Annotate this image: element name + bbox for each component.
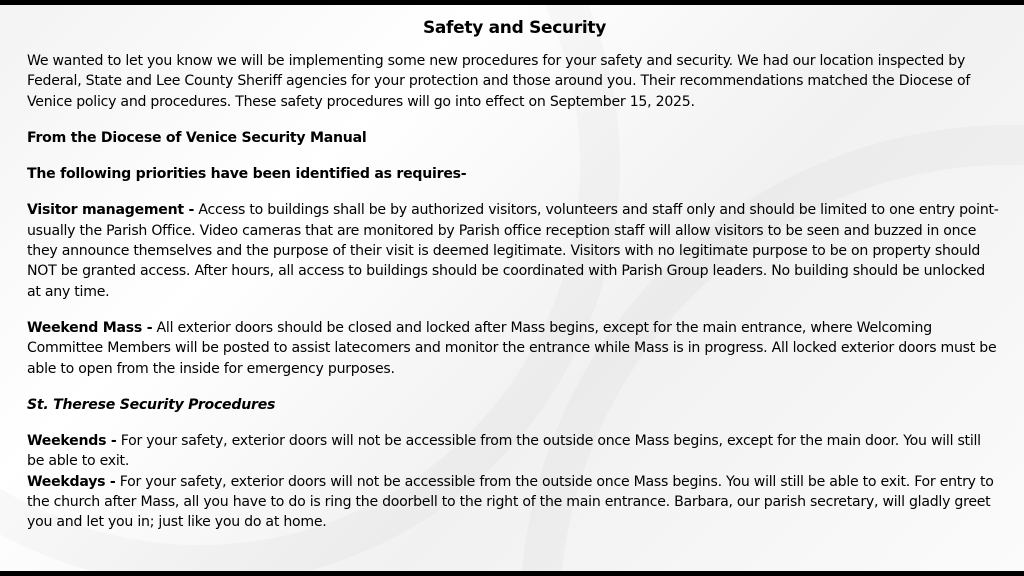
slide-page	[0, 5, 1024, 571]
weekdays-paragraph	[27, 472, 1002, 533]
intro-paragraph: We wanted to let you know we will be implementing some new procedures for your safety and security. We had our location inspected by Federal, State and Lee County Sheriff agencies for your protection and those around you. Their recommendations matched the Diocese of Venice policy and procedures. These safety procedures will go into effect on September 15, 2025.	[27, 53, 971, 110]
weekend-mass-label: Weekend Mass -	[27, 319, 153, 336]
page-title: Safety and Security	[422, 18, 607, 38]
document-body	[27, 5, 1002, 533]
weekends-paragraph	[27, 431, 1002, 472]
visitor-management-label: Visitor management -	[27, 202, 195, 219]
priorities-heading: The following priorities have been identified as requires-	[27, 166, 467, 183]
weekends-label: Weekends -	[27, 433, 117, 450]
weekend-mass-text: All exterior doors should be closed and locked after Mass begins, except for the main entrance, where Welcoming Committee Members will be posted to assist latecomers and monitor the entrance while Mass is in progress. All locked exterior doors must be able to open from the inside for emergency purposes.	[27, 319, 997, 377]
weekdays-label: Weekdays -	[27, 473, 116, 490]
weekdays-text: For your safety, exterior doors will not be accessible from the outside once Mass begins. You will still be able to exit. For entry to the church after Mass, all you have to do is ring the doorbell to the right of the main entrance. Barbara, our parish secretary, will gladly greet you and let you in; just like you do at home.	[27, 473, 994, 531]
visitor-management-text: Access to buildings shall be by authorized visitors, volunteers and staff only and should be limited to one entry point- usually the Parish Office. Video cameras that are monitored by Parish office reception staff will allow visitors to be seen and buzzed in once they announce themselves and the purpose of their visit is deemed legitimate. Visitors with no legitimate purpose to be on property should NOT be granted access. After hours, all access to buildings should be coordinated with Parish Group leaders. No building should be unlocked at any time.	[27, 202, 999, 300]
manual-heading: From the Diocese of Venice Security Manual	[27, 129, 367, 146]
visitor-management-paragraph	[27, 200, 1002, 301]
weekend-mass-paragraph	[27, 318, 1002, 379]
st-therese-heading: St. Therese Security Procedures	[27, 396, 276, 413]
weekends-text: For your safety, exterior doors will not be accessible from the outside once Mass begins, except for the main door. You will still be able to exit.	[27, 433, 981, 470]
